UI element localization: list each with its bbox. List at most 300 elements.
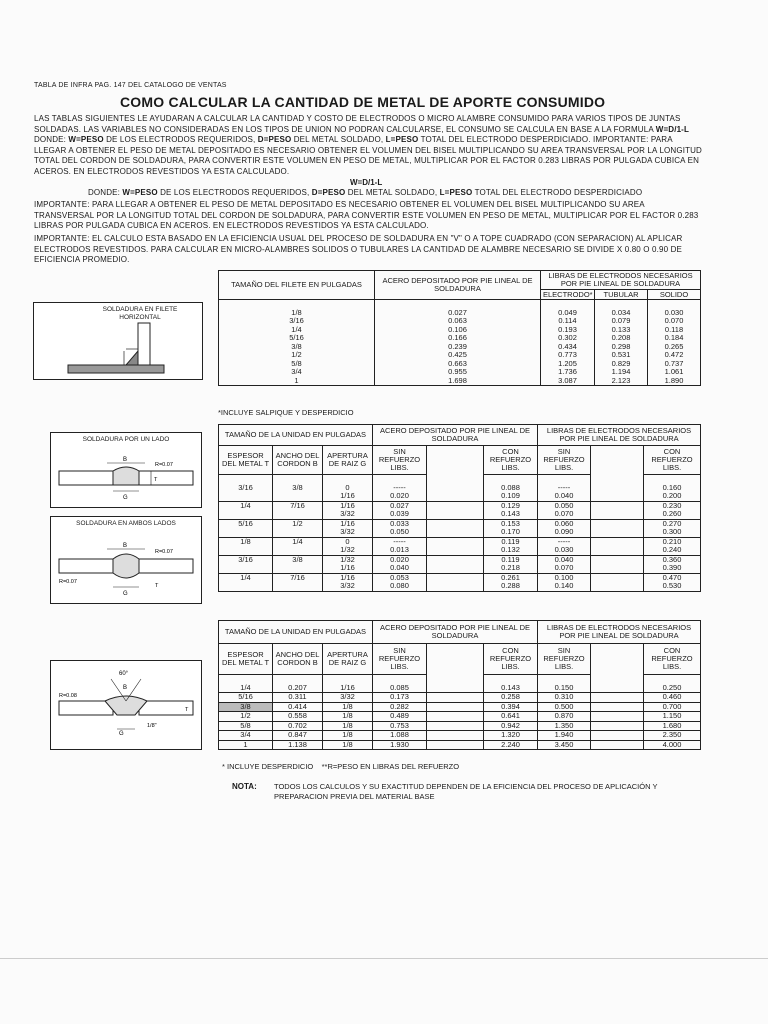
p3-b: DE LOS ELECTRODOS REQUERIDOS, — [157, 188, 312, 197]
v-18: 1/8" — [147, 723, 157, 729]
dim-g: G — [123, 591, 128, 597]
table-cell — [219, 528, 273, 537]
definition-paragraph — [34, 188, 702, 199]
th-dep-no-reinf: SIN REFUERZO LIBS. — [373, 446, 427, 475]
formula: W=D/1-L — [350, 178, 383, 187]
table-cell: 0.088 — [484, 484, 538, 493]
v-r: R=0.08 — [59, 693, 77, 699]
table-cell: 1 — [219, 740, 273, 750]
table-cell: 0.070 — [538, 564, 591, 573]
table-cell: 0.020 — [373, 555, 427, 564]
table-cell: 0.282 — [373, 702, 427, 712]
th-lbs-with-reinf: CON REFUERZO LIBS. — [644, 644, 701, 675]
th-dep-no-reinf: SIN REFUERZO LIBS. — [373, 644, 427, 675]
p2-l: L=PESO — [385, 135, 419, 144]
table-cell: 1.940 — [538, 731, 591, 741]
table-row — [219, 484, 701, 493]
nota-text: TODOS LOS CALCULOS Y SU EXACTITUD DEPENDEN DE LA EFICIENCIA DEL PROCESO DE APLICACIÓN Y PREPARACION PREVIA DEL MATERIAL BASE — [274, 782, 658, 801]
table-cell: 0.079 — [595, 317, 648, 326]
table-cell: 7/16 — [273, 501, 323, 510]
table-cell: 0.129 — [484, 501, 538, 510]
table-cell: 0.200 — [644, 492, 701, 501]
table-cell: 1/4 — [219, 501, 273, 510]
fillet-weld-sketch — [33, 302, 203, 380]
table-cell: 0.641 — [484, 712, 538, 722]
th-pounds: LIBRAS DE ELECTRODOS NECESARIOS POR PIE LINEAL DE SOLDADURA — [538, 425, 701, 446]
table-cell-blank — [591, 510, 644, 519]
p2-w: W=PESO — [68, 135, 104, 144]
table-cell: 0.030 — [538, 546, 591, 555]
table-cell: 0.106 — [375, 326, 541, 335]
important-paragraph-2: IMPORTANTE: EL CALCULO ESTA BASADO EN LA EFICIENCIA USUAL DEL PROCESO DE SOLDADURA EN "V" O A TOPE CUADRADO (CON SEPARACION) AL APLICAR ELECTRODOS REVESTIDOS. PARA CALCULAR EN MICRO-ALAMBRES SOLIDOS O TUBULARES LA CANTIDAD DE ALAMBRE NECESARIO SE DIVIDE X 0.80 O 0.90 DE EFICIENCIA PROMEDIO. — [34, 234, 683, 264]
table-cell: 5/16 — [219, 334, 375, 343]
table-cell: 1/16 — [323, 684, 373, 693]
table-cell: 0.258 — [484, 693, 538, 703]
table-cell: 0.090 — [538, 528, 591, 537]
table-cell: 1.320 — [484, 731, 538, 741]
table-cell: 3/16 — [219, 484, 273, 493]
table-cell: 3/8 — [273, 484, 323, 493]
table-cell: 0.230 — [644, 501, 701, 510]
table-row — [219, 368, 701, 377]
th-unit-size: TAMAÑO DE LA UNIDAD EN PULGADAS — [219, 425, 373, 446]
dim-b: B — [123, 543, 128, 549]
table-cell: 3/4 — [219, 368, 375, 377]
table-cell: 4.000 — [644, 740, 701, 750]
table-cell: 0.034 — [595, 309, 648, 318]
table-cell: 1/8 — [323, 731, 373, 741]
table-cell-blank — [591, 740, 644, 750]
table-cell: 0.119 — [484, 537, 538, 546]
th-bead-width: ANCHO DEL CORDON B — [273, 446, 323, 475]
th-blank — [591, 644, 644, 675]
th-blank — [591, 446, 644, 475]
table-cell: ----- — [373, 537, 427, 546]
table-cell-blank — [591, 573, 644, 582]
table-row — [219, 343, 701, 352]
p3-c: DEL METAL SOLDADO, — [345, 188, 440, 197]
table-cell: 0.829 — [595, 360, 648, 369]
table-cell-blank — [427, 519, 484, 528]
th-deposited: ACERO DEPOSITADO POR PIE LINEAL DE SOLDADURA — [373, 425, 538, 446]
fillet-sketch-caption: SOLDADURA EN FILETE HORIZONTAL — [102, 306, 178, 321]
table-cell-blank — [427, 510, 484, 519]
table-cell-blank — [427, 740, 484, 750]
table-cell-blank — [427, 702, 484, 712]
one-side-diagram-svg — [51, 433, 201, 507]
table-cell: 1/2 — [219, 712, 273, 722]
p3-d: D=PESO — [311, 188, 346, 197]
table-cell-blank — [591, 721, 644, 731]
table-row — [219, 492, 701, 501]
table-cell: 1.698 — [375, 377, 541, 386]
table-row — [219, 555, 701, 564]
p3-a: DONDE: — [88, 188, 123, 197]
table-row — [219, 377, 701, 386]
table-cell: 0.530 — [644, 582, 701, 591]
th-tubular: TUBULAR — [595, 290, 648, 300]
table-cell: 1/4 — [219, 573, 273, 582]
table-row — [219, 309, 701, 318]
table-cell: 1.194 — [595, 368, 648, 377]
table-row — [219, 334, 701, 343]
table-cell-blank — [591, 712, 644, 722]
table-cell: 1.150 — [644, 712, 701, 722]
table-cell: 1/8 — [323, 712, 373, 722]
table-row — [219, 528, 701, 537]
p3-l: L=PESO — [439, 188, 473, 197]
table-cell — [273, 528, 323, 537]
both-sides-diagram-svg — [51, 517, 201, 603]
table-cell-blank — [427, 484, 484, 493]
page-edge-line — [0, 958, 768, 959]
table-cell: 0.050 — [538, 501, 591, 510]
th-fillet-size: TAMAÑO DEL FILETE EN PULGADAS — [219, 271, 375, 300]
table-cell — [219, 492, 273, 501]
th-blank — [427, 446, 484, 475]
table-cell: 1.088 — [373, 731, 427, 741]
table1-note: *INCLUYE SALPIQUE Y DESPERDICIO — [218, 408, 354, 417]
table-cell: 0.261 — [484, 573, 538, 582]
table-cell: 0.472 — [648, 351, 701, 360]
table-cell: 1.680 — [644, 721, 701, 731]
table-cell: 0.143 — [484, 684, 538, 693]
table-cell: ----- — [373, 484, 427, 493]
table-cell-blank — [591, 693, 644, 703]
table-cell: ----- — [538, 537, 591, 546]
table-cell: 0.070 — [538, 510, 591, 519]
table-cell: 3/32 — [323, 528, 373, 537]
table-cell: 0.394 — [484, 702, 538, 712]
table-cell: 0.489 — [373, 712, 427, 722]
table-cell: 2.123 — [595, 377, 648, 386]
table-cell: 0.270 — [644, 519, 701, 528]
table-cell-blank — [427, 573, 484, 582]
table-cell: 7/16 — [273, 573, 323, 582]
table-row — [219, 573, 701, 582]
table-cell: 0.027 — [373, 501, 427, 510]
table-cell: 0.040 — [538, 555, 591, 564]
table-cell — [273, 546, 323, 555]
th-lbs-with-reinf: CON REFUERZO LIBS. — [644, 446, 701, 475]
p2-a: DONDE: — [34, 135, 69, 144]
table-row — [219, 501, 701, 510]
table-cell: 3/8 — [219, 343, 375, 352]
table-cell: 0.039 — [373, 510, 427, 519]
table-cell: 0.240 — [644, 546, 701, 555]
table-cell: 3/32 — [323, 693, 373, 703]
table-cell: 0.085 — [373, 684, 427, 693]
table-cell: 1/16 — [323, 519, 373, 528]
v-b: B — [123, 685, 128, 691]
table-cell: 0.049 — [541, 309, 595, 318]
table-cell: 0.663 — [375, 360, 541, 369]
table-cell — [219, 582, 273, 591]
table-cell: 0.140 — [538, 582, 591, 591]
intro-p1-formula: W=D/1-L — [655, 124, 690, 134]
table-cell-blank — [427, 501, 484, 510]
table-cell: 0.050 — [373, 528, 427, 537]
table-cell: 1/2 — [273, 519, 323, 528]
table-row — [219, 519, 701, 528]
table-cell: 0.033 — [373, 519, 427, 528]
th-thickness: ESPESOR DEL METAL T — [219, 446, 273, 475]
table-cell: 0.013 — [373, 546, 427, 555]
th-pounds: LIBRAS DE ELECTRODOS NECESARIOS POR PIE LINEAL DE SOLDADURA — [538, 621, 701, 644]
table-row — [219, 582, 701, 591]
table-row — [219, 317, 701, 326]
table-row — [219, 740, 701, 750]
table-cell: 1/32 — [323, 555, 373, 564]
table-cell: 0.265 — [648, 343, 701, 352]
table-cell: 2.350 — [644, 731, 701, 741]
table-cell: 0.119 — [484, 555, 538, 564]
th-lbs-no-reinf: SIN REFUERZO LIBS. — [538, 446, 591, 475]
table-cell: 0.118 — [648, 326, 701, 335]
table-cell: 0.060 — [538, 519, 591, 528]
table-row — [219, 326, 701, 335]
table-cell-blank — [427, 528, 484, 537]
table-cell-blank — [427, 712, 484, 722]
table-cell: 3.087 — [541, 377, 595, 386]
table-cell: 0.260 — [644, 510, 701, 519]
table-cell: 0.132 — [484, 546, 538, 555]
table-cell: 0.143 — [484, 510, 538, 519]
table-cell: 1.930 — [373, 740, 427, 750]
table-cell: 0.310 — [538, 693, 591, 703]
table-cell: 0.870 — [538, 712, 591, 722]
table-cell — [273, 582, 323, 591]
table-cell: 0.030 — [648, 309, 701, 318]
table-cell: 1/4 — [219, 684, 273, 693]
table-cell: 0.942 — [484, 721, 538, 731]
dim-b: B — [123, 457, 128, 463]
table-cell: 0.063 — [375, 317, 541, 326]
butt-weld-table — [218, 424, 701, 592]
table-cell-blank — [427, 721, 484, 731]
table-row — [219, 537, 701, 546]
intro-paragraph-1 — [34, 114, 704, 135]
table-cell: 0.114 — [541, 317, 595, 326]
table-cell: 0.360 — [644, 555, 701, 564]
table-cell: 0.390 — [644, 564, 701, 573]
dim-t: T — [155, 583, 159, 589]
table-cell: 0.080 — [373, 582, 427, 591]
p2-c: DEL METAL SOLDADO, — [291, 135, 386, 144]
nota-label: NOTA: — [232, 782, 257, 791]
table-cell: 3/32 — [323, 510, 373, 519]
table-cell: 0.173 — [373, 693, 427, 703]
table-cell-blank — [591, 684, 644, 693]
table-cell: 1/16 — [323, 564, 373, 573]
both-sides-weld-sketch — [50, 516, 202, 604]
v-angle: 60° — [119, 671, 129, 677]
table-cell-blank — [591, 501, 644, 510]
table-row — [219, 510, 701, 519]
th-dep-with-reinf: CON REFUERZO LIBS. — [484, 446, 538, 475]
table-cell: 0.955 — [375, 368, 541, 377]
v-groove-diagram-svg — [51, 661, 201, 749]
table-cell: 0.184 — [648, 334, 701, 343]
table-row — [219, 546, 701, 555]
dim-g: G — [123, 495, 128, 501]
th-bead-width: ANCHO DEL CORDON B — [273, 644, 323, 675]
p2-e: TOTAL DEL ELECTRODO DESPERDICIADO. IMPORTANTE: PARA LLEGAR A OBTENER EL PESO DE METAL DEPOSITADO ES NECESARIO OBTENER EL VOLUMEN DEL BISEL MULTIPLICANDO SU AREA TRANSVERSAL POR LA LONGITUD TOTAL DEL CORDON DE SOLDADURA, PARA CONVERTIR ESTE VOLUMEN EN PESO DE METAL, MULTIPLICAR POR EL FACTOR 0.283 LIBRAS POR PULGADA CUBICA EN ACEROS. EN ELECTRODOS REVESTIDOS YA ESTA CALCULADO. — [34, 135, 702, 176]
th-unit-size: TAMAÑO DE LA UNIDAD EN PULGADAS — [219, 621, 373, 644]
table-cell-blank — [591, 519, 644, 528]
table-cell: 1/8 — [323, 702, 373, 712]
table-cell: 2.240 — [484, 740, 538, 750]
table-cell: 0.208 — [595, 334, 648, 343]
table-cell: 0.210 — [644, 537, 701, 546]
table-cell-blank — [427, 546, 484, 555]
table-cell-blank — [591, 555, 644, 564]
table-cell: 0.702 — [273, 721, 323, 731]
dim-t: T — [154, 477, 158, 483]
catalog-reference: TABLA DE INFRA PAG. 147 DEL CATALOGO DE VENTAS — [34, 82, 227, 89]
dim-r: R=0.07 — [155, 462, 173, 468]
table-cell: 1.205 — [541, 360, 595, 369]
table-cell-blank — [591, 731, 644, 741]
v-g: G — [119, 731, 124, 737]
th-lbs-no-reinf: SIN REFUERZO LIBS. — [538, 644, 591, 675]
table-cell-blank — [427, 537, 484, 546]
v-groove-table — [218, 620, 701, 750]
table-cell: 0.239 — [375, 343, 541, 352]
table-cell-blank — [591, 528, 644, 537]
table-cell: 0.150 — [538, 684, 591, 693]
table-row — [219, 721, 701, 731]
table-cell: 0.847 — [273, 731, 323, 741]
table-cell: 3/8 — [273, 555, 323, 564]
table-cell: 0 — [323, 484, 373, 493]
table-cell: 5/16 — [219, 519, 273, 528]
table-cell: 1.736 — [541, 368, 595, 377]
table-cell-blank — [591, 492, 644, 501]
table-cell: 1.890 — [648, 377, 701, 386]
page-title: COMO CALCULAR LA CANTIDAD DE METAL DE APORTE CONSUMIDO — [120, 94, 606, 110]
table-cell: 0.027 — [375, 309, 541, 318]
table-cell: 0.500 — [538, 702, 591, 712]
one-side-caption: SOLDADURA POR UN LADO — [82, 436, 170, 443]
table-cell: 5/8 — [219, 721, 273, 731]
table-cell-blank — [427, 582, 484, 591]
th-blank — [427, 644, 484, 675]
table-cell: 1/8 — [323, 740, 373, 750]
table-cell: 0.133 — [595, 326, 648, 335]
table-cell: 0.773 — [541, 351, 595, 360]
table-cell: 0.302 — [541, 334, 595, 343]
table-cell: 3/16 — [219, 555, 273, 564]
table-cell: 1/16 — [323, 501, 373, 510]
table-cell: 0.053 — [373, 573, 427, 582]
table-cell: 3/4 — [219, 731, 273, 741]
th-solid: SOLIDO — [648, 290, 701, 300]
table-cell: 1/32 — [323, 546, 373, 555]
intro-text — [34, 114, 704, 177]
th-root-gap: APERTURA DE RAIZ G — [323, 644, 373, 675]
p2-d: D=PESO — [257, 135, 292, 144]
table-cell — [219, 564, 273, 573]
p3-w: W=PESO — [122, 188, 158, 197]
table-cell: 3/8 — [219, 702, 273, 712]
table-cell-blank — [427, 693, 484, 703]
table-cell: 1/4 — [219, 326, 375, 335]
table-cell: 3/16 — [219, 317, 375, 326]
table-cell: 0.460 — [644, 693, 701, 703]
table-cell: 0.753 — [373, 721, 427, 731]
table-cell: 0.700 — [644, 702, 701, 712]
table-cell: 1.138 — [273, 740, 323, 750]
v-t: T — [185, 707, 189, 713]
table-cell-blank — [427, 492, 484, 501]
fillet-table — [218, 270, 701, 386]
table-row — [219, 693, 701, 703]
table-cell: 1/8 — [323, 721, 373, 731]
p3-e: TOTAL DEL ELECTRODO DESPERDICIADO — [472, 188, 643, 197]
one-side-weld-sketch — [50, 432, 202, 508]
p2-b: DE LOS ELECTRODOS REQUERIDOS, — [103, 135, 258, 144]
table-cell: 0.288 — [484, 582, 538, 591]
table-cell-blank — [591, 546, 644, 555]
both-sides-caption: SOLDADURA EN AMBOS LADOS — [76, 520, 176, 527]
table-cell: 0.300 — [644, 528, 701, 537]
table-cell — [273, 510, 323, 519]
table-row — [219, 702, 701, 712]
table-cell: 3.450 — [538, 740, 591, 750]
important-paragraph-1: IMPORTANTE: PARA LLEGAR A OBTENER EL PESO DE METAL DEPOSITADO ES NECESARIO OBTENER EL VOLUMEN DEL BISEL MULTIPLICANDO SU AREA TRANSVERSAL POR LA LONGITUD TOTAL DEL CORDON DE SOLDADURA, PARA CONVERTIR ESTE VOLUMEN EN PESO DE METAL, MULTIPLICAR POR EL FACTOR 0.283 LIBRAS POR PULGADA CUBICA EN ACEROS. EN ELECTRODOS REVESTIDOS YA ESTA CALCULADO. — [34, 200, 699, 230]
table-cell: 1/8 — [219, 309, 375, 318]
table-cell-blank — [591, 564, 644, 573]
table-cell: 0.020 — [373, 492, 427, 501]
dim-r-top: R=0.07 — [155, 549, 173, 555]
table-cell: 0.040 — [373, 564, 427, 573]
table-cell-blank — [591, 702, 644, 712]
table-cell-blank — [591, 484, 644, 493]
table-cell: 1/16 — [323, 573, 373, 582]
table-cell: 0.160 — [644, 484, 701, 493]
table-cell: 0.470 — [644, 573, 701, 582]
table-cell-blank — [427, 564, 484, 573]
table-cell: 0.414 — [273, 702, 323, 712]
table-row — [219, 351, 701, 360]
th-deposited: ACERO DEPOSITADO POR PIE LINEAL DE SOLDADURA — [375, 271, 541, 300]
table-cell: 0.558 — [273, 712, 323, 722]
table-cell: 0 — [323, 537, 373, 546]
th-thickness: ESPESOR DEL METAL T — [219, 644, 273, 675]
table-cell: 0.193 — [541, 326, 595, 335]
table-cell: 1/2 — [219, 351, 375, 360]
table-row — [219, 712, 701, 722]
table-cell: 0.166 — [375, 334, 541, 343]
table-cell: 1 — [219, 377, 375, 386]
table-cell-blank — [427, 731, 484, 741]
table-cell: 0.311 — [273, 693, 323, 703]
table-cell: 0.531 — [595, 351, 648, 360]
table-cell: 3/32 — [323, 582, 373, 591]
table-cell: 0.425 — [375, 351, 541, 360]
v-groove-weld-sketch — [50, 660, 202, 750]
table-cell: 0.298 — [595, 343, 648, 352]
table-cell: 5/16 — [219, 693, 273, 703]
table-cell: 0.040 — [538, 492, 591, 501]
dim-r-bottom: R=0.07 — [59, 579, 77, 585]
intro-p1-text: LAS TABLAS SIGUIENTES LE AYUDARAN A CALCULAR LA CANTIDAD Y COSTO DE ELECTRODOS O MICRO ALAMBRE CONSUMIDO PARA VARIOS TIPOS DE JUNTAS SOLDADAS. LAS VARIABLES NO CONSIDERADAS EN LOS TIPOS DE UNION NO PODRAN CALCULARSE, EL CONSUMO SE CALCULA EN BASE A LA FORMULA — [34, 114, 681, 134]
th-pounds: LIBRAS DE ELECTRODOS NECESARIOS POR PIE LINEAL DE SOLDADURA — [541, 271, 701, 290]
table-row — [219, 684, 701, 693]
table-cell: 0.070 — [648, 317, 701, 326]
table-cell: 0.250 — [644, 684, 701, 693]
